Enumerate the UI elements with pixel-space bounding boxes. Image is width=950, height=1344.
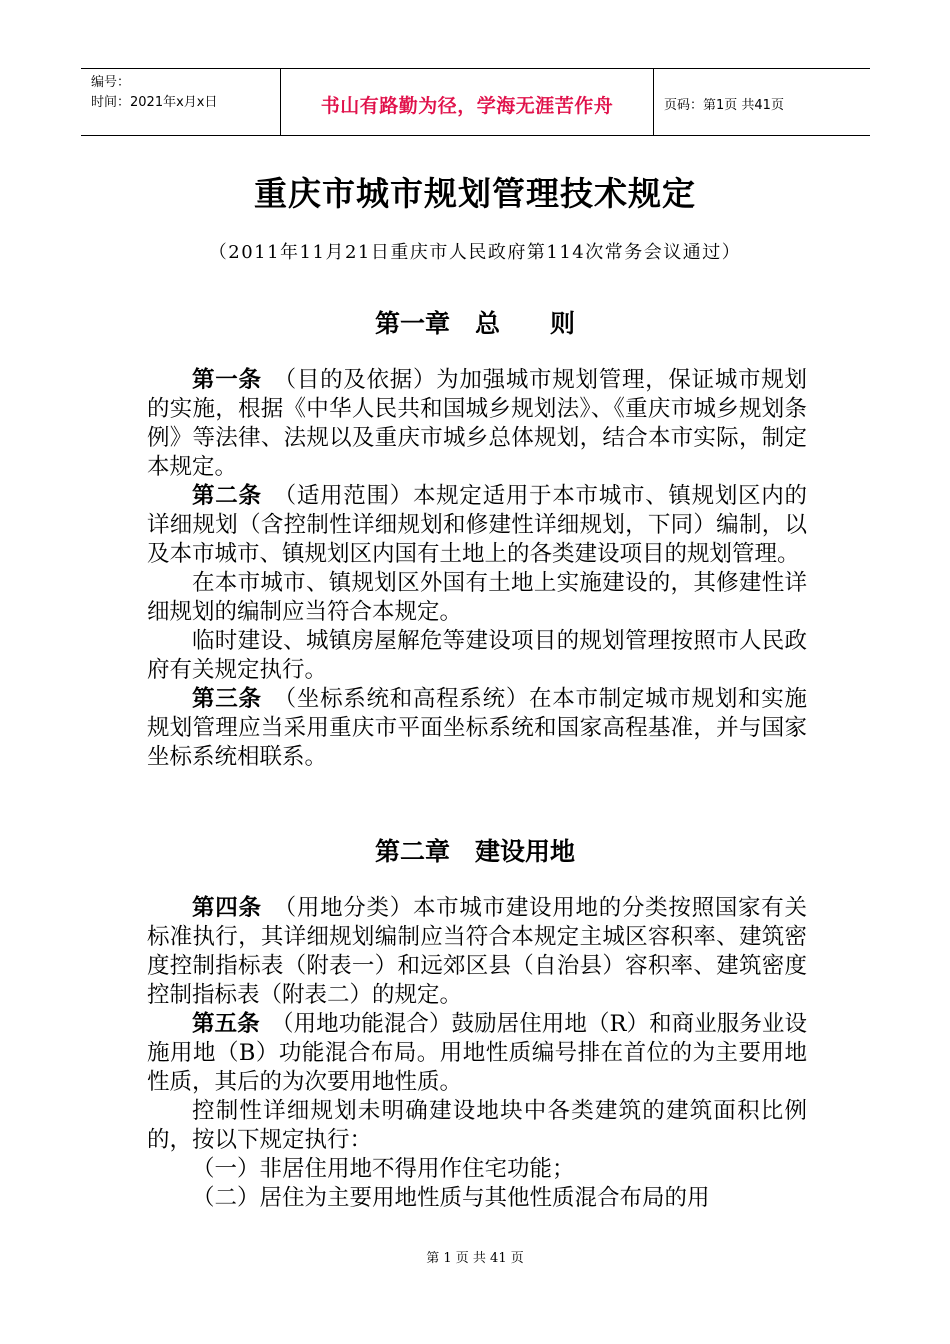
header-page-number: 页码：第1页 共41页	[664, 97, 784, 113]
article-4	[147, 894, 807, 1010]
article-5-item-1	[147, 1155, 807, 1184]
document-subtitle: （2011年11月21日重庆市人民政府第114次常务会议通过）	[208, 242, 742, 263]
paragraph-text: 临时建设、城镇房屋解危等建设项目的规划管理按照市人民政府有关规定执行。	[147, 628, 807, 683]
header-motto-cell	[281, 69, 654, 135]
header-time: 时间：2021年x月x日	[91, 95, 218, 110]
article-text: （用地功能混合）鼓励居住用地（R）和商业服务业设施用地（B）功能混合布局。用地性质编号排在首位的为主要用地性质，其后的为次要用地性质。	[147, 1011, 807, 1095]
article-label: 第一条	[192, 367, 262, 393]
article-text: （坐标系统和高程系统）在本市制定城市规划和实施规划管理应当采用重庆市平面坐标系统和国家高程基准，并与国家坐标系统相联系。	[147, 686, 807, 770]
page-footer: 第 1 页 共 41 页	[426, 1251, 524, 1266]
article-text: （适用范围）本规定适用于本市城市、镇规划区内的详细规划（含控制性详细规划和修建性详细规划，下同）编制，以及本市城市、镇规划区内国有土地上的各类建设项目的规划管理。	[147, 483, 807, 567]
article-2-paragraph-3	[147, 627, 807, 685]
header-number: 编号：	[91, 75, 131, 90]
article-label: 第二条	[192, 483, 262, 509]
paragraph-text: （二）居住为主要用地性质与其他性质混合布局的用	[192, 1185, 710, 1211]
article-label: 第四条	[192, 895, 262, 921]
document-title: 重庆市城市规划管理技术规定	[254, 174, 696, 213]
article-5-item-2	[147, 1184, 807, 1213]
article-5	[147, 1010, 807, 1097]
chapter-2-heading: 第二章 建设用地	[374, 837, 575, 866]
paragraph-text: 在本市城市、镇规划区外国有土地上实施建设的，其修建性详细规划的编制应当符合本规定。	[147, 570, 807, 625]
header-meta	[81, 69, 281, 135]
paragraph-text: 控制性详细规划未明确建设地块中各类建筑的建筑面积比例的，按以下规定执行：	[147, 1098, 807, 1153]
article-2-paragraph-2	[147, 569, 807, 627]
header-page-cell	[654, 69, 870, 135]
chapter-2-body	[147, 894, 807, 1213]
article-1	[147, 366, 807, 482]
article-5-paragraph-2	[147, 1097, 807, 1155]
header-motto: 书山有路勤为径，学海无涯苦作舟	[320, 94, 614, 117]
article-label: 第三条	[192, 686, 262, 712]
article-label: 第五条	[192, 1011, 260, 1037]
page-header	[81, 68, 870, 136]
article-2	[147, 482, 807, 569]
chapter-1-heading: 第一章 总 则	[374, 309, 575, 338]
article-text: （用地分类）本市城市建设用地的分类按照国家有关标准执行，其详细规划编制应当符合本规定主城区容积率、建筑密度控制指标表（附表一）和远郊区县（自治县）容积率、建筑密度控制指标表（附表二）的规定。	[147, 895, 807, 1008]
paragraph-text: （一）非居住用地不得用作住宅功能；	[192, 1156, 575, 1182]
chapter-1-body	[147, 366, 807, 772]
article-3	[147, 685, 807, 772]
article-text: （目的及依据）为加强城市规划管理，保证城市规划的实施，根据《中华人民共和国城乡规划法》、《重庆市城乡规划条例》等法律、法规以及重庆市城乡总体规划，结合本市实际，制定本规定。	[147, 367, 807, 480]
